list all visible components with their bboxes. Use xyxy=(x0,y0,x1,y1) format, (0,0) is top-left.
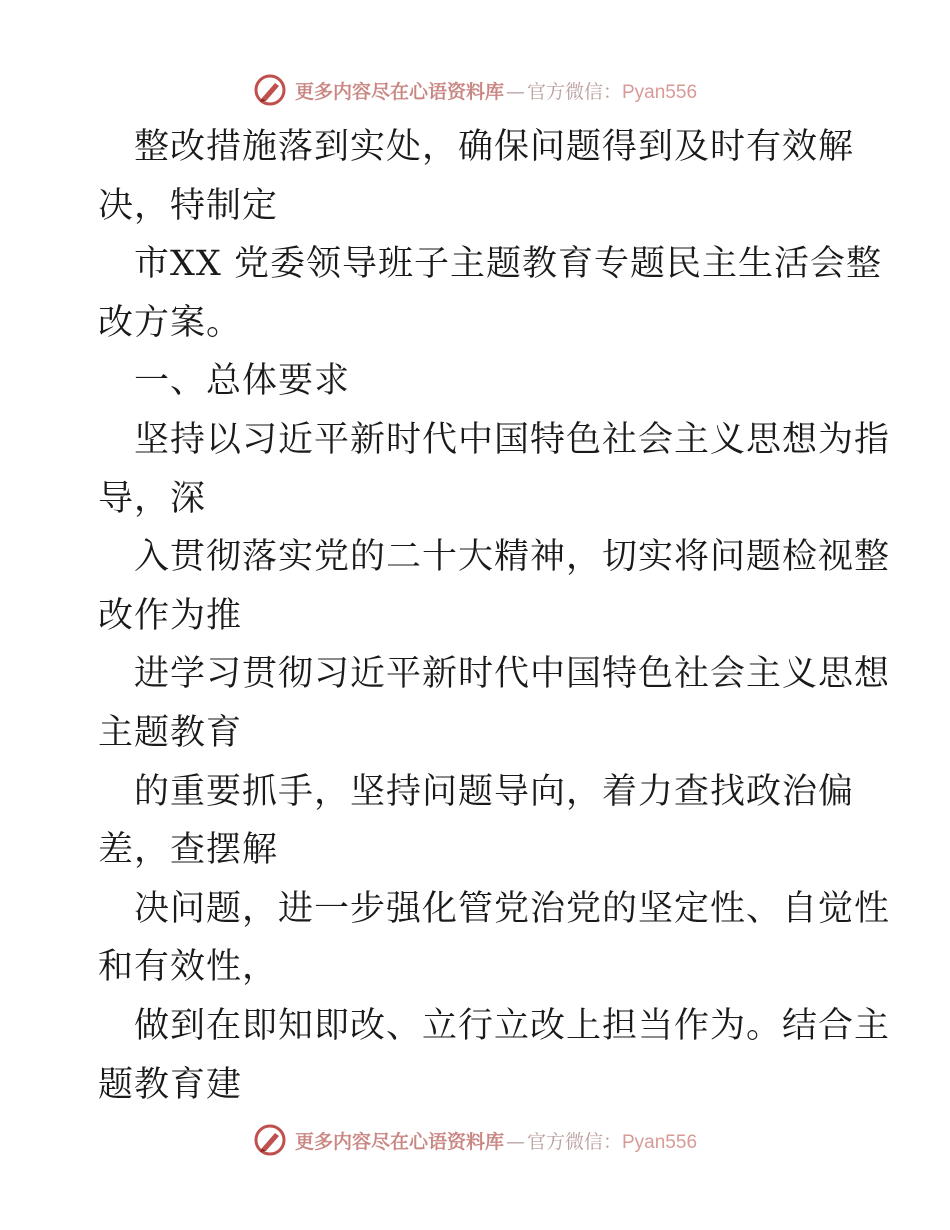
text-line: 差，查摆解 xyxy=(98,830,279,871)
text-line: 和有效性， xyxy=(98,947,279,988)
watermark-wechat-label: 官方微信： xyxy=(526,80,622,103)
watermark-site-name: 更多内容尽在心语资料库 xyxy=(294,80,504,103)
header-watermark xyxy=(0,70,950,110)
text-line: 做到在即知即改、立行立改上担当作为。结合主 xyxy=(134,1005,891,1046)
watermark-separator: — xyxy=(505,80,525,103)
text-line: 题教育建 xyxy=(98,1064,243,1105)
text-line: 导，深 xyxy=(98,478,207,519)
text-line: 改作为推 xyxy=(98,595,243,636)
text-line: 整改措施落到实处，确保问题得到及时有效解 xyxy=(134,127,855,167)
footer-watermark xyxy=(0,1120,950,1160)
text-line: 主题教育 xyxy=(98,712,243,753)
text-line: 的重要抓手，坚持问题导向，着力查找政治偏 xyxy=(134,771,855,812)
watermark-site-name: 更多内容尽在心语资料库 xyxy=(294,1130,504,1153)
text-line: 坚持以习近平新时代中国特色社会主义思想为指 xyxy=(134,419,891,460)
watermark-wechat-id: Pyan556 xyxy=(622,1131,698,1153)
watermark-text xyxy=(295,1127,697,1154)
section-heading: 一、总体要求 xyxy=(134,361,351,402)
text-line: 决，特制定 xyxy=(98,185,279,226)
watermark-separator: — xyxy=(505,1130,525,1153)
text-line: 决问题，进一步强化管党治党的坚定性、自觉性 xyxy=(134,888,891,929)
text-line: 进学习贯彻习近平新时代中国特色社会主义思想 xyxy=(134,654,891,695)
watermark-wechat-id: Pyan556 xyxy=(622,81,698,103)
text-line: 入贯彻落实党的二十大精神，切实将问题检视整 xyxy=(134,537,891,578)
document-body xyxy=(98,118,891,1114)
watermark-wechat-label: 官方微信： xyxy=(526,1130,622,1153)
text-line: 市XX 党委领导班子主题教育专题民主生活会整 xyxy=(134,244,882,285)
pen-logo-icon xyxy=(253,73,287,107)
watermark-text xyxy=(295,77,697,104)
text-line: 改方案。 xyxy=(98,302,243,343)
pen-logo-icon xyxy=(253,1123,287,1157)
